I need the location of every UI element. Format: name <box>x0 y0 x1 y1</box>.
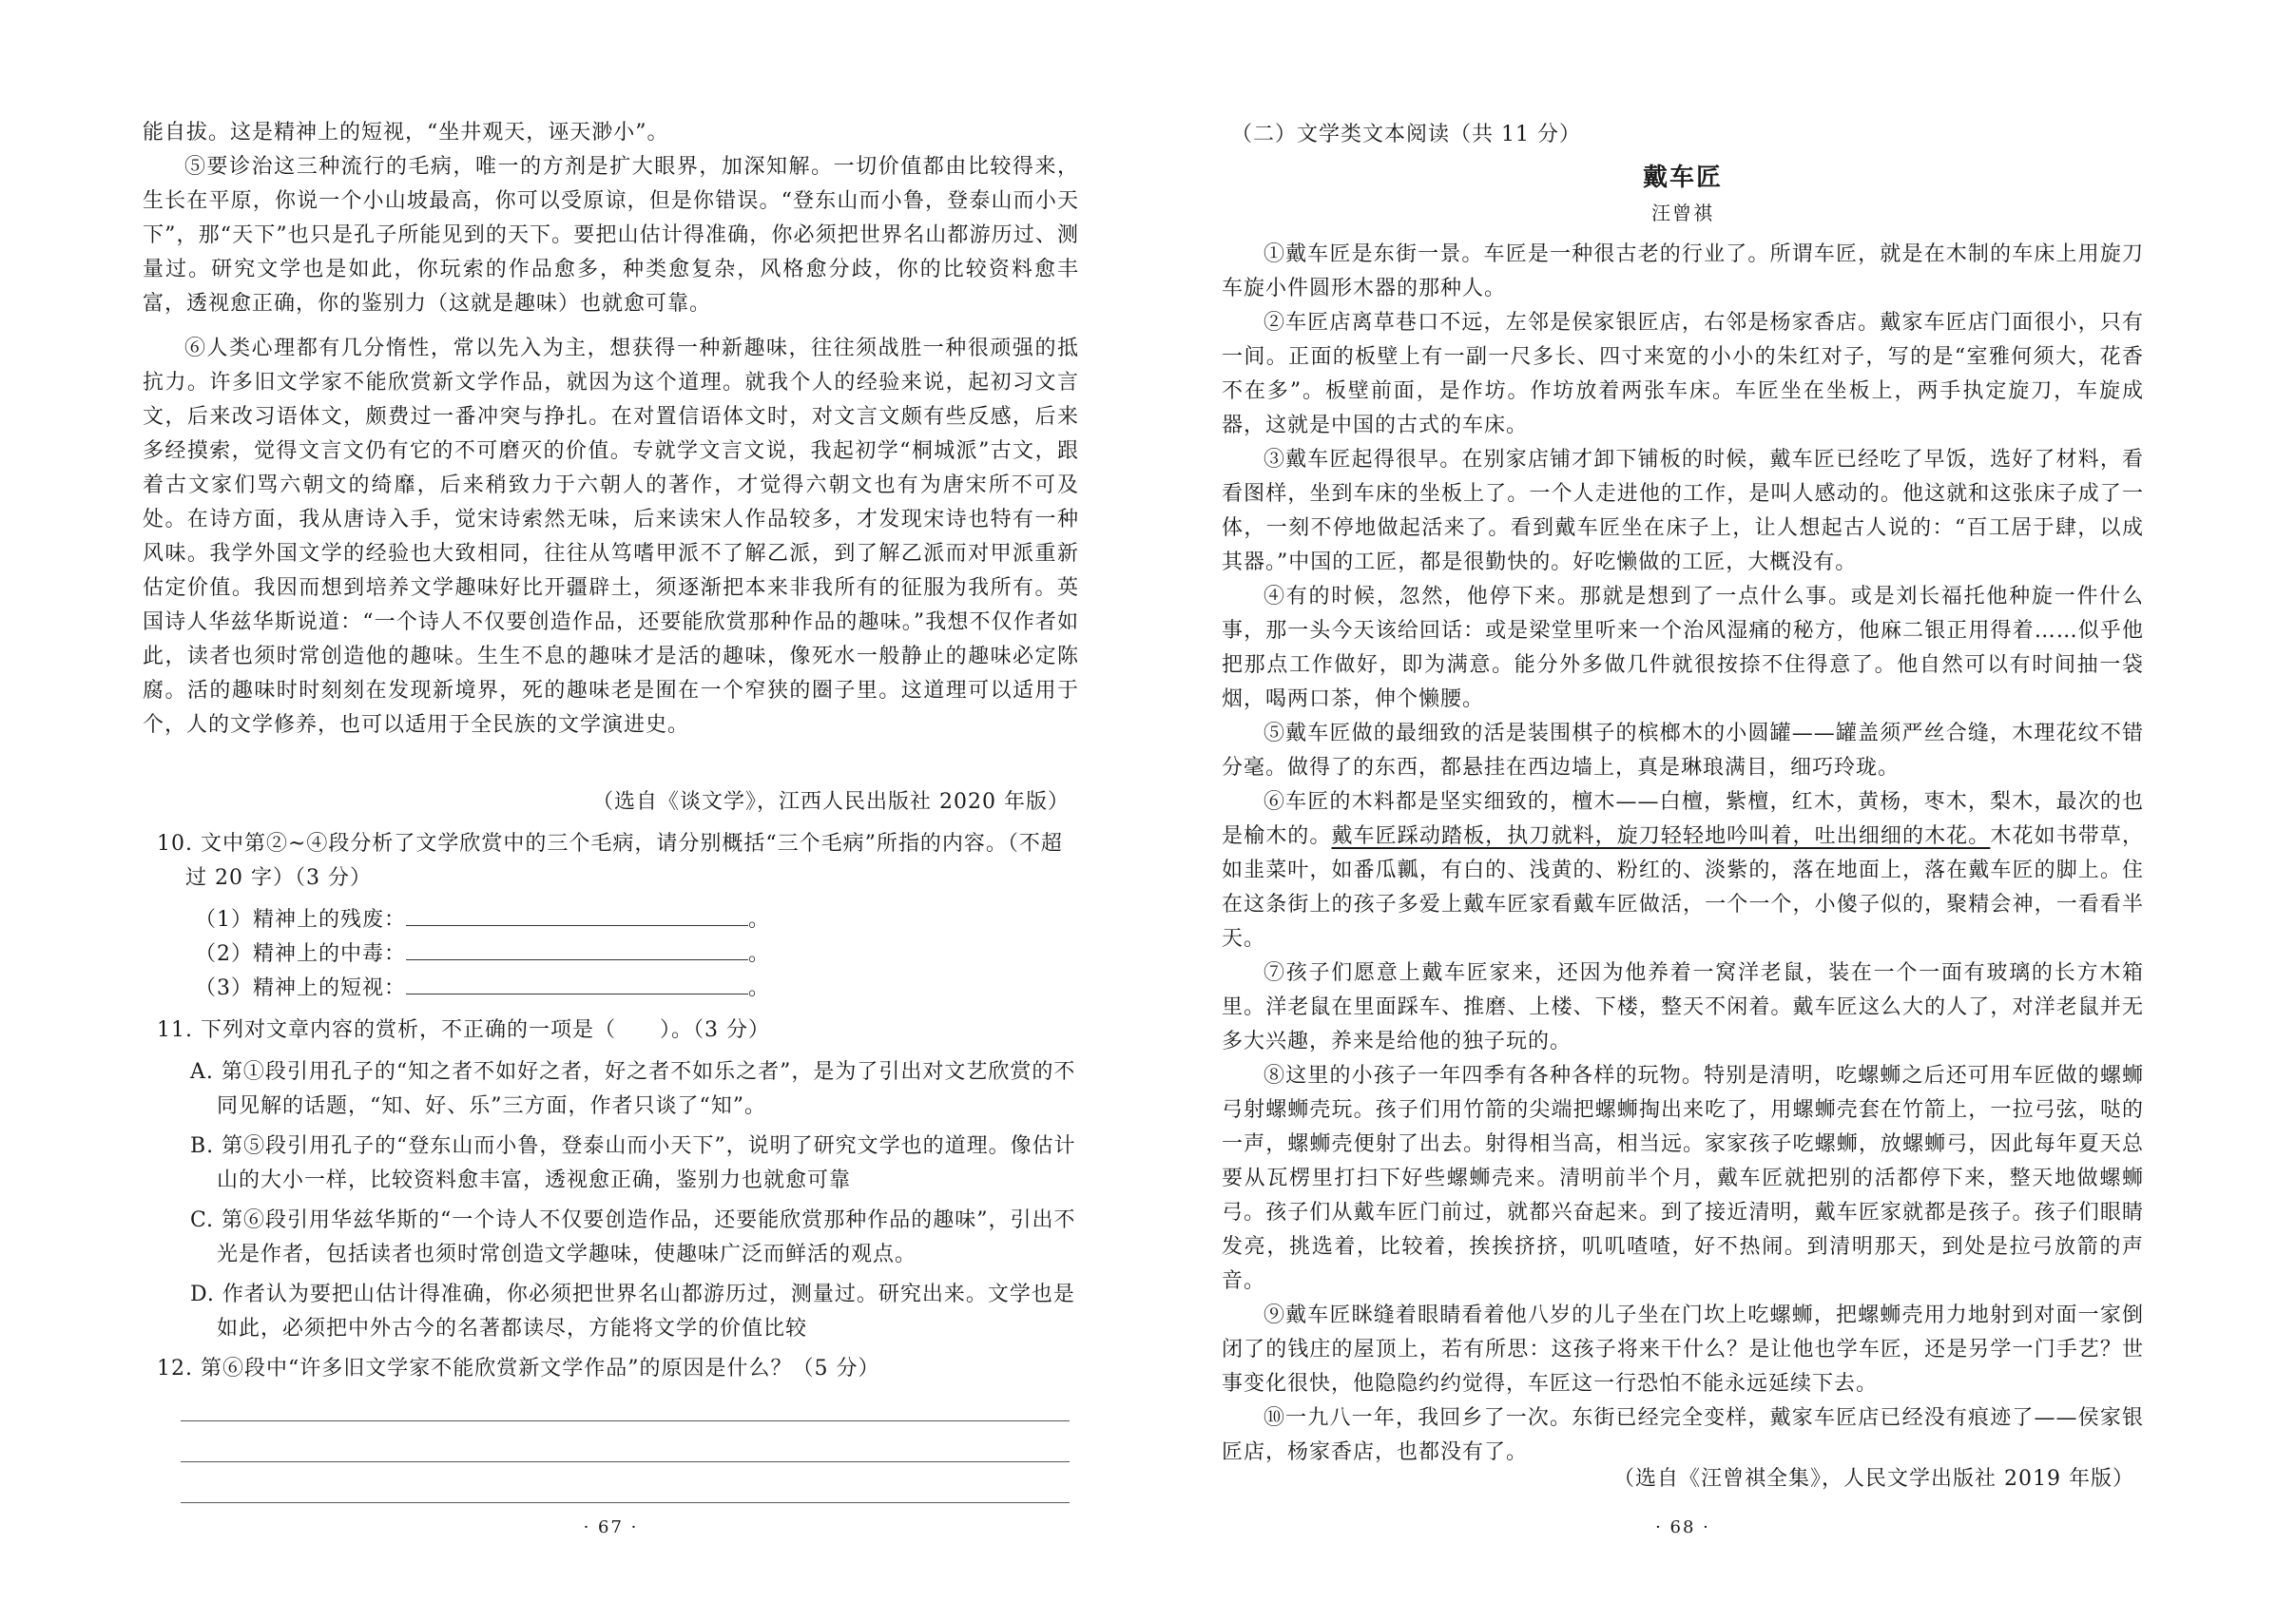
q10-item-3-label: （3）精神上的短视： <box>195 976 406 1000</box>
question-11: 11. 下列对文章内容的赏析，不正确的一项是（ ）。（3 分） <box>157 1018 770 1042</box>
page-number: · 67 · <box>583 1517 639 1537</box>
q10-item-2-label: （2）精神上的中毒： <box>195 942 406 966</box>
q11-option-d: D. 作者认为要把山估计得准确，你必须把世界名山都游历过，测量过。研究出来。文学也是如此，必须把中外古今的名著都读尽，方能将文学的价值比较 <box>190 1283 1075 1341</box>
underlined-sentence: 戴车匠踩动踏板，执刀就料，旋刀轻轻地吟叫着，吐出细细的木花。 <box>1331 824 1991 848</box>
question-12: 12. 第⑥段中“许多旧文学家不能欣赏新文学作品”的原因是什么？（5 分） <box>157 1357 880 1381</box>
section-title: （二）文学类文本阅读（共 11 分） <box>1231 123 1581 146</box>
paragraph-2: ②车匠店离草巷口不远，左邻是侯家银匠店，右邻是杨家香店。戴家车匠店门面很小，只有一间。正面的板壁上有一副一尺多长、四寸来宽的小小的朱红对子，写的是“室雅何须大，花香不在多”。板壁前面，是作坊。作坊放着两张车床。车匠坐在坐板上，两手执定旋刀，车旋成器，这就是中国的古式的车床。 <box>1222 311 2144 437</box>
answer-line[interactable] <box>181 1420 1070 1421</box>
source-citation: （选自《汪曾祺全集》，人民文学出版社 2019 年版） <box>1613 1467 2134 1491</box>
q10-item-end: 。 <box>748 908 771 932</box>
source-citation: （选自《谈文学》，江西人民出版社 2020 年版） <box>592 790 1070 814</box>
paragraph-6-part-b: 木花如书带草，如韭菜叶，如番瓜瓤，有白的、浅黄的、粉红的、淡紫的，落在地面上，落在戴车匠的脚上。住在这条街上的孩子多爱上戴车匠家看戴车匠做活，一个一个，小傻子似的，聚精会神，一看看半天。 <box>1222 824 2144 951</box>
left-page <box>143 0 1079 1622</box>
q10-item-2 <box>195 937 770 972</box>
answer-blank[interactable] <box>406 904 748 926</box>
paragraph-5: ⑤要诊治这三种流行的毛病，唯一的方剂是扩大眼界，加深知解。一切价值都由比较得来，生长在平原，你说一个小山坡最高，你可以受原谅，但是你错误。“登东山而小鲁，登泰山而小天下”，那“天下”也只是孔子所能见到的天下。要把山估计得准确，你必须把世界名山都游历过、测量过。研究文学也是如此，你玩索的作品愈多，种类愈复杂，风格愈分歧，你的比较资料愈丰富，透视愈正确，你的鉴别力（这就是趣味）也就愈可靠。 <box>143 155 1079 316</box>
paragraph-1: ①戴车匠是东街一景。车匠是一种很古老的行业了。所谓车匠，就是在木制的车床上用旋刀车旋小件圆形木器的那种人。 <box>1222 242 2144 300</box>
q11-option-c: C. 第⑥段引用华兹华斯的“一个诗人不仅要创造作品，还要能欣赏那种作品的趣味”，引出不光是作者，包括读者也须时常创造文学趣味，使趣味广泛而鲜活的观点。 <box>190 1208 1076 1266</box>
paragraph-4: ④有的时候，忽然，他停下来。那就是想到了一点什么事。或是刘长福托他种旋一件什么事，那一头今天该给回话：或是梁堂里听来一个治风湿痛的秘方，他麻二银正用得着……似乎他把那点工作做好，即为满意。能分外多做几件就很按捺不住得意了。他自然可以有时间抽一袋烟，喝两口茶，伸个懒腰。 <box>1222 585 2144 711</box>
answer-line[interactable] <box>181 1502 1070 1503</box>
paragraph-3: ③戴车匠起得很早。在别家店铺才卸下铺板的时候，戴车匠已经吃了早饭，选好了材料，看看图样，坐到车床的坐板上了。一个人走进他的工作，是叫人感动的。他这就和这张床子成了一体，一刻不停地做起活来了。看到戴车匠坐在床子上，让人想起古人说的：“百工居于肆，以成其器。”中国的工匠，都是很勤快的。好吃懒做的工匠，大概没有。 <box>1222 448 2144 574</box>
article-title: 戴车匠 <box>1642 164 1723 192</box>
page-number: · 68 · <box>1655 1517 1710 1537</box>
q11-option-b: B. 第⑤段引用孔子的“登东山而小鲁，登泰山而小天下”，说明了研究文学也的道理。像估计山的大小一样，比较资料愈丰富，透视愈正确，鉴别力也就愈可靠 <box>190 1134 1076 1192</box>
article-author: 汪曾祺 <box>1651 202 1714 224</box>
q10-item-end: 。 <box>748 976 771 1000</box>
q10-item-3 <box>195 972 770 1006</box>
answer-blank[interactable] <box>406 973 748 994</box>
paragraph-7: ⑦孩子们愿意上戴车匠家来，还因为他养着一窝洋老鼠，装在一个一面有玻璃的长方木箱里。洋老鼠在里面踩车、推磨、上楼、下楼，整天不闲着。戴车匠这么大的人了，对洋老鼠并无多大兴趣，养来是给他的独子玩的。 <box>1222 961 2144 1053</box>
q11-option-a: A. 第①段引用孔子的“知之者不如好之者，好之者不如乐之者”，是为了引出对文艺欣赏的不同见解的话题，“知、好、乐”三方面，作者只谈了“知”。 <box>190 1060 1076 1118</box>
q10-item-1 <box>195 903 770 937</box>
paragraph-9: ⑨戴车匠眯缝着眼睛看着他八岁的儿子坐在门坎上吃螺蛳，把螺蛳壳用力地射到对面一家倒闭了的钱庄的屋顶上，若有所思：这孩子将来干什么？是让他也学车匠，还是另学一门手艺？世事变化很快，他隐隐约约觉得，车匠这一行恐怕不能永远延续下去。 <box>1222 1303 2144 1396</box>
q10-item-end: 。 <box>748 942 771 966</box>
answer-line[interactable] <box>181 1461 1070 1462</box>
paragraph-5: ⑤戴车匠做的最细致的活是装围棋子的槟榔木的小圆罐——罐盖须严丝合缝，木理花纹不错分毫。做得了的东西，都悬挂在西边墙上，真是琳琅满目，细巧玲珑。 <box>1222 722 2144 780</box>
paragraph-8: ⑧这里的小孩子一年四季有各种各样的玩物。特别是清明，吃螺蛳之后还可用车匠做的螺蛳弓射螺蛳壳玩。孩子们用竹箭的尖端把螺蛳掏出来吃了，用螺蛳壳套在竹箭上，一拉弓弦，哒的一声，螺蛳壳便射了出去。射得相当高，相当远。家家孩子吃螺蛳，放螺蛳弓，因此每年夏天总要从瓦楞里打扫下好些螺蛳壳来。清明前半个月，戴车匠就把别的活都停下来，整天地做螺蛳弓。孩子们从戴车匠门前过，就都兴奋起来。到了接近清明，戴车匠家就都是孩子。孩子们眼睛发亮，挑选着，比较着，挨挨挤挤，叽叽喳喳，好不热闹。到清明那天，到处是拉弓放箭的声音。 <box>1222 1064 2144 1293</box>
paragraph-6: ⑥人类心理都有几分惰性，常以先入为主，想获得一种新趣味，往往须战胜一种很顽强的抵抗力。许多旧文学家不能欣赏新文学作品，就因为这个道理。就我个人的经验来说，起初习文言文，后来改习语体文，颇费过一番冲突与挣扎。在对置信语体文时，对文言文颇有些反感，后来多经摸索，觉得文言文仍有它的不可磨灭的价值。专就学文言文说，我起初学“桐城派”古文，跟着古文家们骂六朝文的绮靡，后来稍致力于六朝人的著作，才觉得六朝文也有为唐宋所不可及处。在诗方面，我从唐诗入手，觉宋诗索然无味，后来读宋人作品较多，才发现宋诗也特有一种风味。我学外国文学的经验也大致相同，往往从笃嗜甲派不了解乙派，到了解乙派而对甲派重新估定价值。我因而想到培养文学趣味好比开疆辟土，须逐渐把本来非我所有的征服为我所有。英国诗人华兹华斯说道：“一个诗人不仅要创造作品，还要能欣赏那种作品的趣味。”我想不仅作者如此，读者也须时常创造他的趣味。生生不息的趣味才是活的趣味，像死水一般静止的趣味必定陈腐。活的趣味时时刻刻在发现新境界，死的趣味老是囿在一个窄狭的圈子里。这道理可以适用于个，人的文学修养，也可以适用于全民族的文学演进史。 <box>143 337 1079 737</box>
intro-paragraph: 能自拔。这是精神上的短视，“坐井观天，诬天渺小”。 <box>143 121 669 145</box>
paragraph-6 <box>1222 785 2144 956</box>
answer-blank[interactable] <box>406 938 748 960</box>
question-10: 10. 文中第②~④段分析了文学欣赏中的三个毛病，请分别概括“三个毛病”所指的内容。（不超过 20 字）（3 分） <box>157 832 1063 890</box>
paragraph-10: ⑩一九八一年，我回乡了一次。东街已经完全变样，戴家车匠店已经没有痕迹了——侯家银匠店，杨家香店，也都没有了。 <box>1222 1406 2144 1464</box>
right-page <box>1222 0 2144 1622</box>
paragraph-6-part-a: ⑥车匠的木料都是坚实细致的，檀木——白檀，紫檀，红木，黄杨，枣木，梨木，最次的也是榆木的。 <box>1222 790 2144 848</box>
q10-item-1-label: （1）精神上的残废： <box>195 908 406 932</box>
